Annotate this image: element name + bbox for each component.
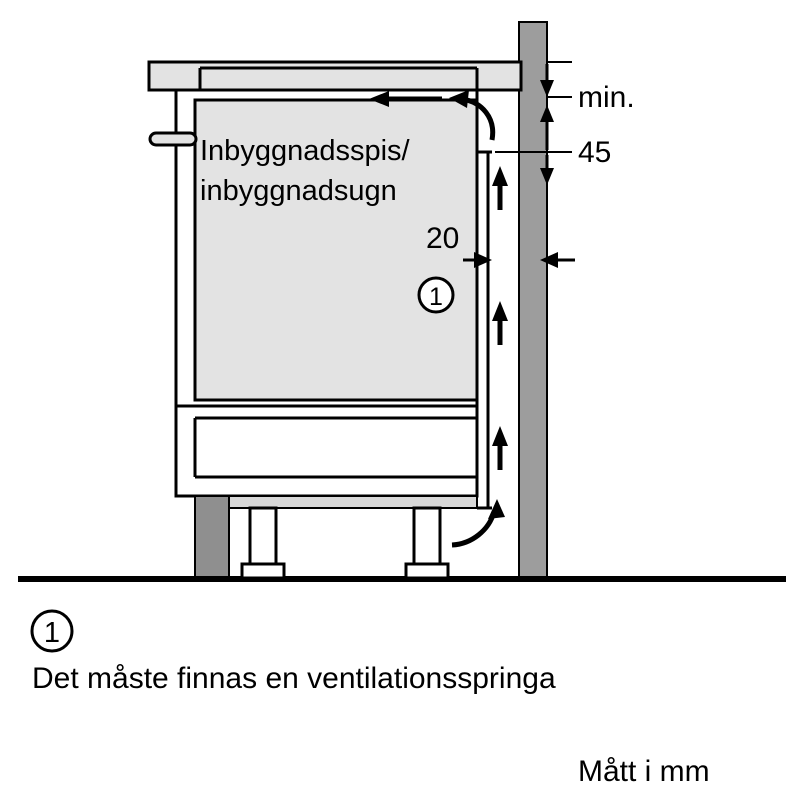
- callout-1-diagram: [419, 278, 453, 312]
- worktop-slab: [149, 62, 521, 90]
- ventilation-note: Det måste finnas en ventilationsspringa: [32, 662, 556, 695]
- appliance-label-line2: inbyggnadsugn: [200, 175, 397, 207]
- base-band: [195, 496, 477, 508]
- oven-handle: [150, 133, 196, 145]
- cabinet-foot-left: [242, 508, 284, 578]
- appliance-label-line1: Inbyggnadsspis/: [200, 135, 410, 167]
- callout-1-note: [32, 611, 72, 651]
- dim-min-label: min.: [578, 81, 635, 114]
- callout-1-diagram-label: 1: [429, 283, 443, 311]
- callout-1-note-label: 1: [43, 617, 61, 649]
- wall-shape: [519, 22, 547, 578]
- airflow-arrows-up: [492, 166, 508, 470]
- cabinet-foot-right: [406, 508, 448, 578]
- dim-45-label: 45: [578, 136, 612, 169]
- dim-20-label: 20: [426, 222, 460, 255]
- units-footer: Mått i mm: [578, 755, 710, 788]
- plinth-block: [195, 496, 229, 577]
